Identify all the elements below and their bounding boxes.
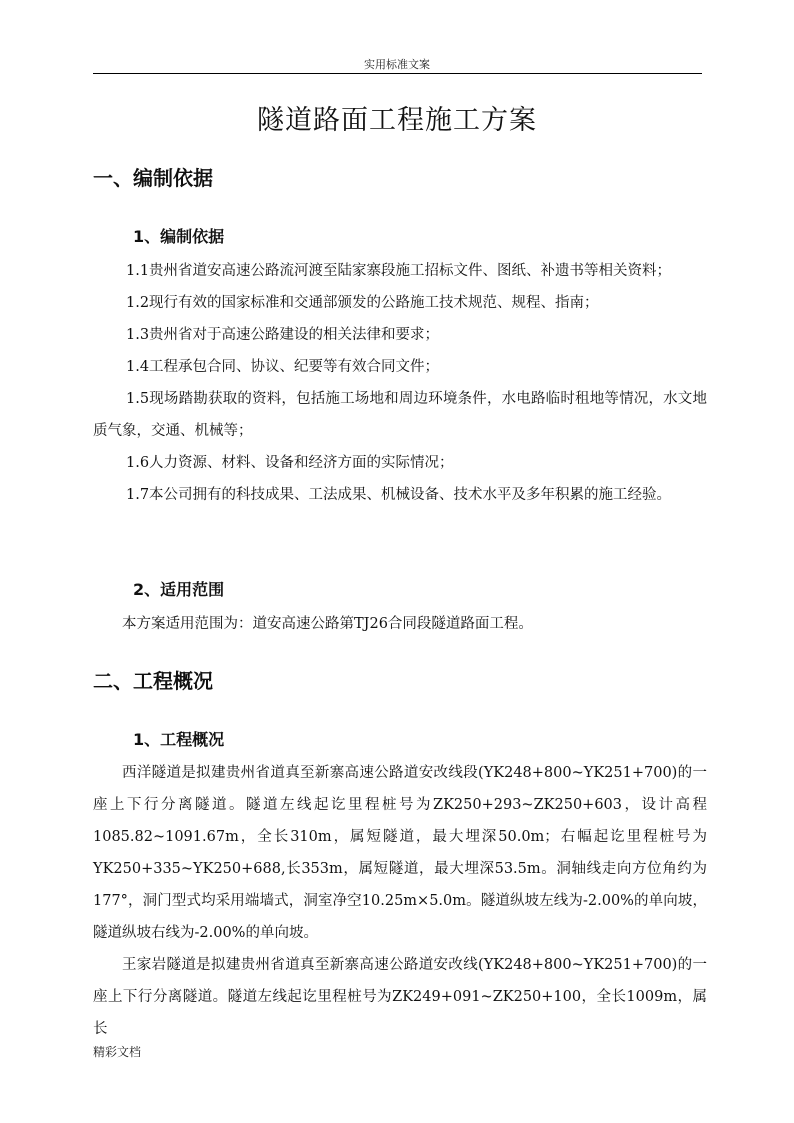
overview-body: [93, 757, 707, 1045]
list-item: 1.1贵州省道安高速公路流河渡至陆家寨段施工招标文件、图纸、补遗书等相关资料；: [126, 263, 672, 279]
list-item: 1.3贵州省对于高速公路建设的相关法律和要求；: [126, 327, 440, 343]
list-item: 1.5现场踏勘获取的资料，包括施工场地和周边环境条件，水电路临时租地等情况，水文地质气象，交通、机械等；: [93, 391, 707, 439]
section-heading-2: 二、工程概况: [93, 669, 213, 693]
basis-list: [93, 255, 707, 511]
section-heading-1: 一、编制依据: [93, 166, 213, 190]
header-rule: [93, 73, 702, 74]
scope-paragraph: [93, 608, 707, 640]
list-item: 1.4工程承包合同、协议、纪要等有效合同文件；: [126, 359, 440, 375]
overview-paragraph: 王家岩隧道是拟建贵州省道真至新寨高速公路道安改线(YK248+800~YK251+700)的一座上下行分离隧道。隧道左线起讫里程桩号为ZK249+091~ZK250+100，全长1009m，属长: [93, 957, 707, 1037]
list-item: 1.6人力资源、材料、设备和经济方面的实际情况；: [126, 455, 454, 471]
subsection-heading-2-1: 1、工程概况: [133, 730, 225, 749]
subsection-heading-1-1: 1、编制依据: [133, 227, 225, 246]
subsection-heading-1-2: 2、适用范围: [133, 580, 225, 599]
document-title: 隧道路面工程施工方案: [257, 105, 537, 136]
list-item: 1.2现行有效的国家标准和交通部颁发的公路施工技术规范、规程、指南；: [126, 295, 599, 311]
overview-paragraph: 西洋隧道是拟建贵州省道真至新寨高速公路道安改线段(YK248+800~YK251+700)的一座上下行分离隧道。隧道左线起讫里程桩号为ZK250+293~ZK250+603，设计高程1085.82~1091.67m，全长310m，属短隧道，最大埋深50.0m；右幅起讫里程桩号为YK250+335~YK250+688,长353m，属短隧道，最大埋深53.5m。洞轴线走向方位角约为177°，洞门型式均采用端墙式，洞室净空10.25m×5.0m。隧道纵坡左线为-2.00%的单向坡，隧道纵坡右线为-2.00%的单向坡。: [93, 765, 707, 941]
page-header: 实用标准文案: [364, 58, 430, 71]
scope-text: 本方案适用范围为：道安高速公路第TJ26合同段隧道路面工程。: [122, 616, 533, 632]
page-footer: 精彩文档: [93, 1045, 142, 1059]
list-item: 1.7本公司拥有的科技成果、工法成果、机械设备、技术水平及多年积累的施工经验。: [126, 487, 672, 503]
